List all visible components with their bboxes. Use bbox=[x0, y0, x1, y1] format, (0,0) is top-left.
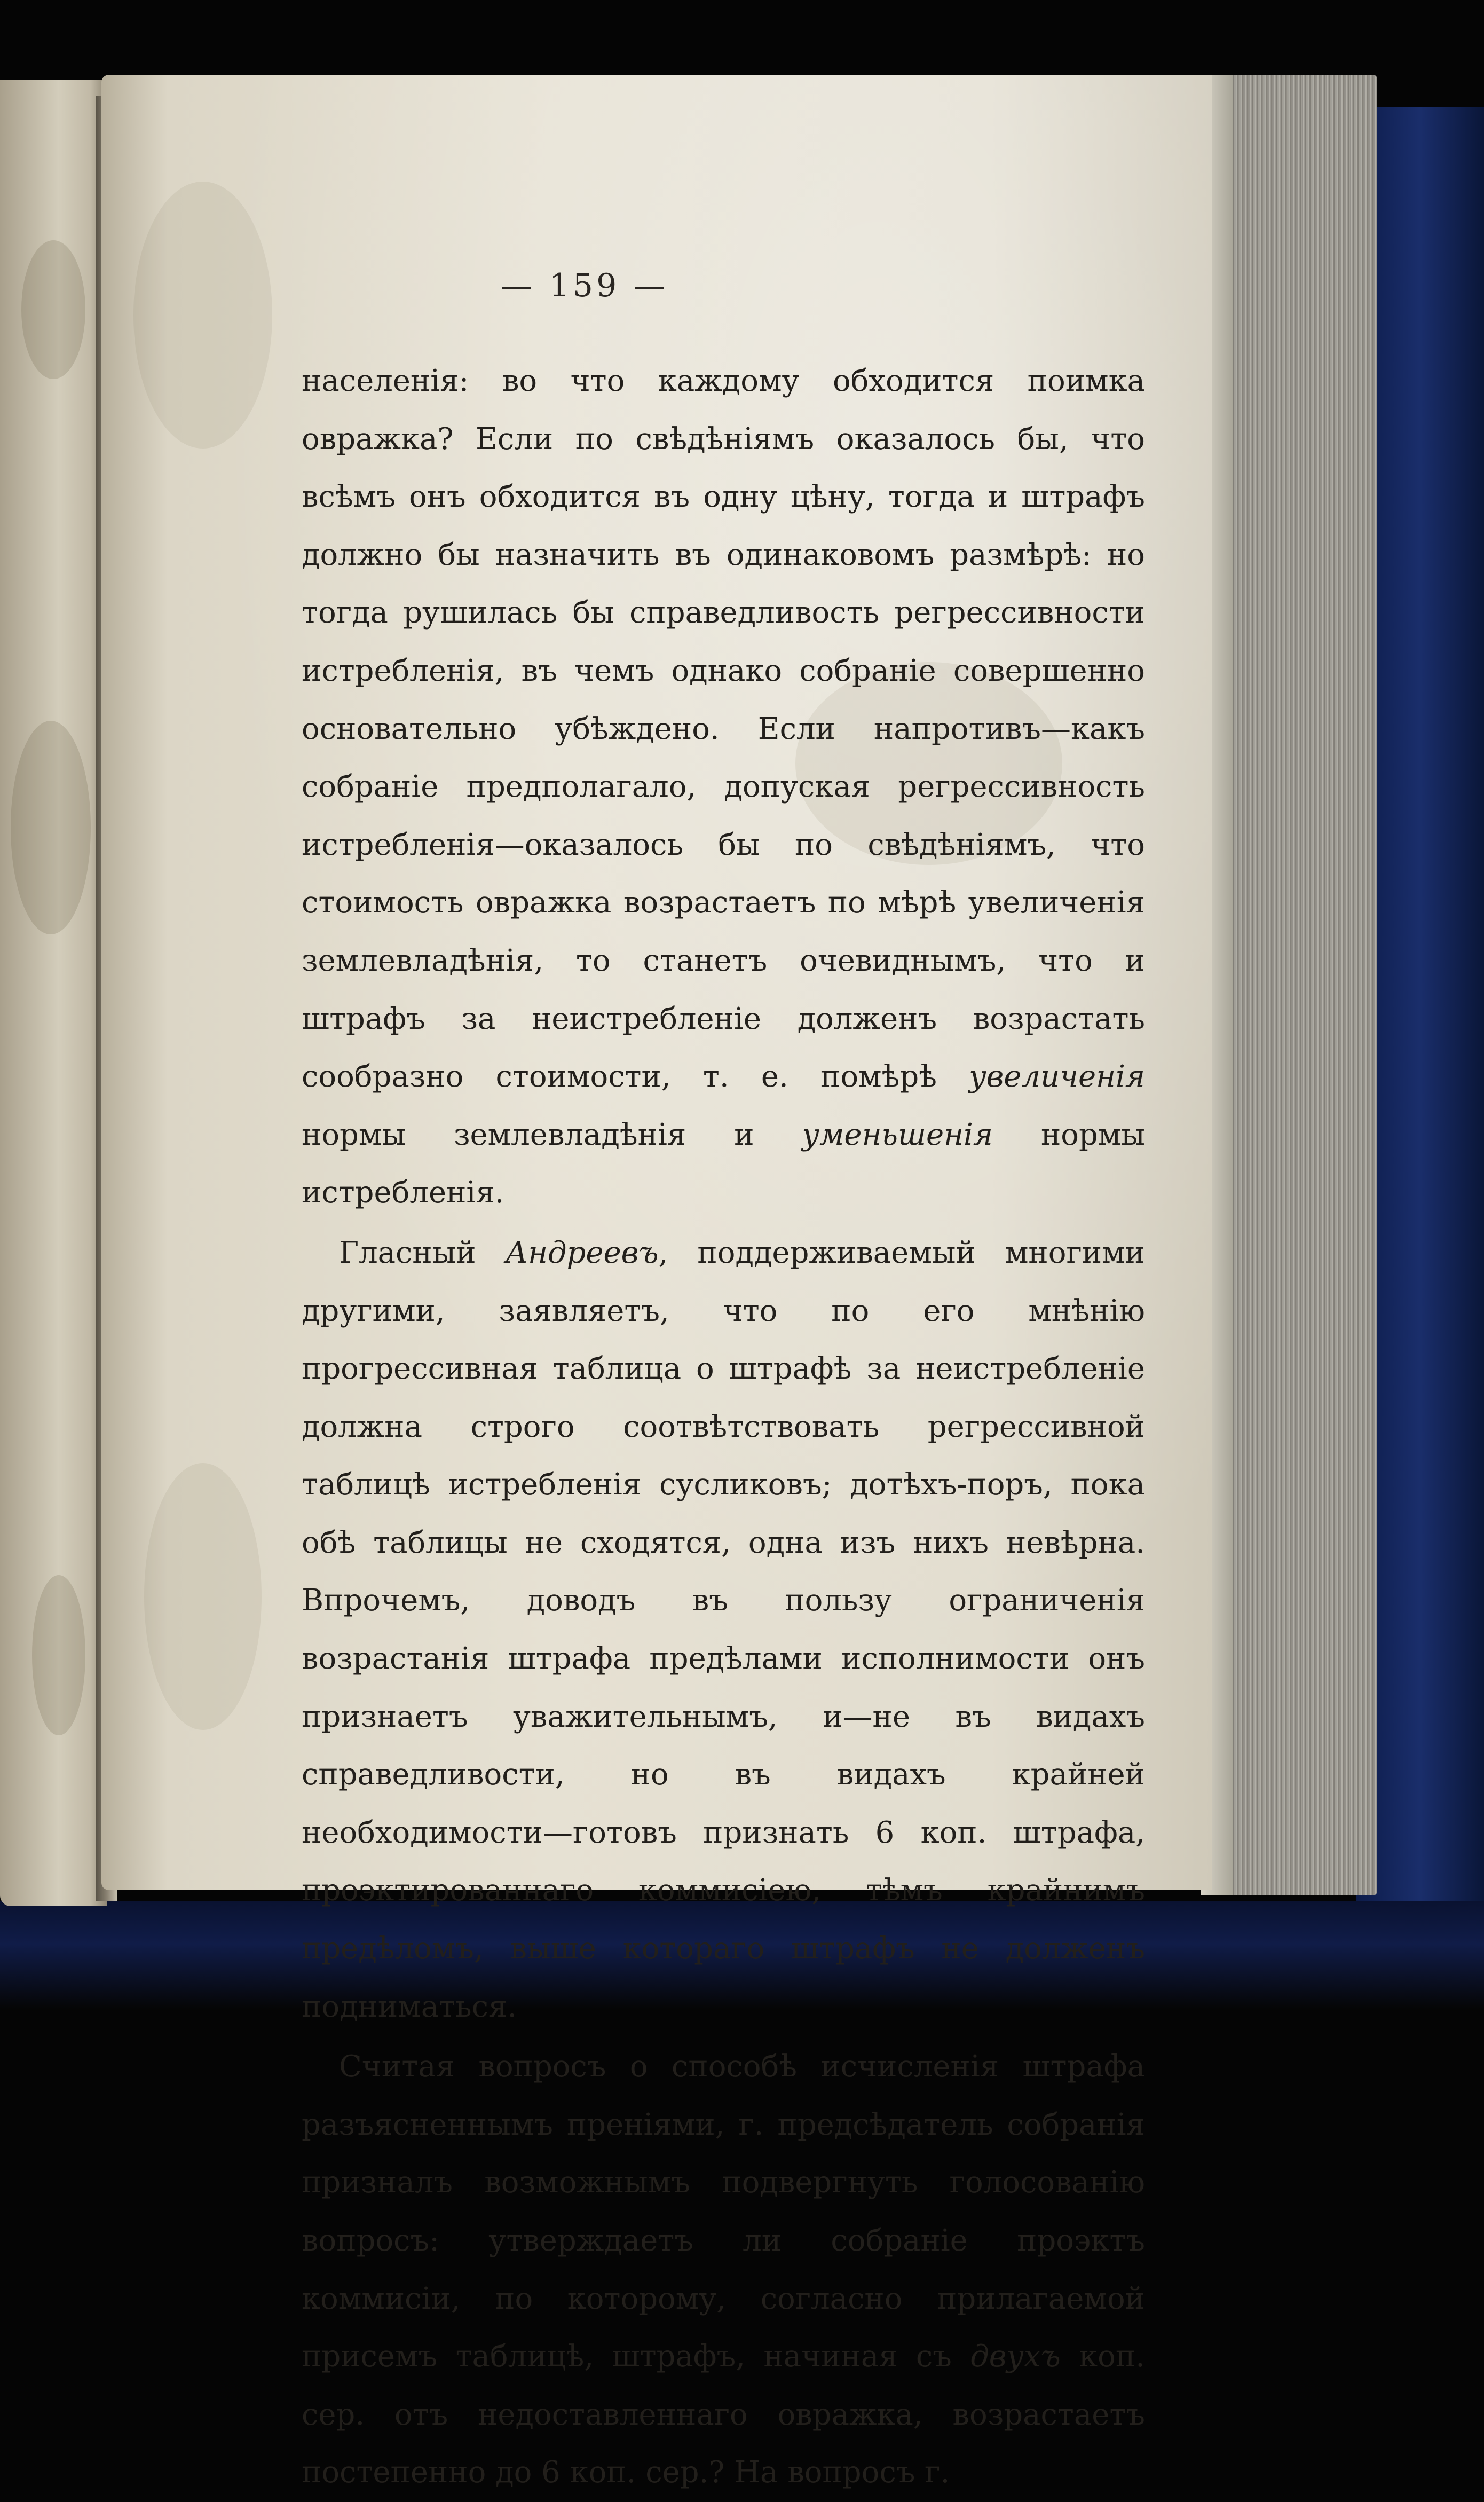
book-page bbox=[101, 75, 1212, 2490]
page-stack-edge bbox=[1201, 75, 1377, 1895]
text-segment: Считая вопросъ о способѣ исчисленія штрафа разъясненнымъ преніями, г. предсѣдатель собранія призналъ возможнымъ подвергнуть голосованію вопросъ: утверждаетъ ли собраніе проэктъ коммисіи, по которому, согласно прилагаемой присемъ таблицѣ, штрафъ, начиная съ bbox=[302, 2049, 1145, 2374]
text-segment: , поддерживаемый многими другими, заявляетъ, что по его мнѣнію прогрессивная таблица о штрафѣ за неистребленіе должна строго соотвѣтствовать регрессивной таблицѣ истребленія сусликовъ; дотѣхъ-поръ, пока обѣ таблицы не сходятся, одна изъ нихъ невѣрна. Впрочемъ, доводъ въ пользу ограниченія возрастанія штрафа предѣлами исполнимости онъ признаетъ уважительнымъ, и—не въ видахъ справедливости, но въ видахъ крайней необходимости—готовъ признать 6 коп. штрафа, проэктированнаго коммисіею, тѣмъ крайнимъ предѣломъ, выше котораго штрафъ не долженъ подниматься. bbox=[302, 1235, 1145, 2024]
page-body-text bbox=[302, 352, 1145, 2502]
emphasized-text: увеличенія bbox=[969, 1059, 1145, 1095]
text-segment: нормы истребленія. bbox=[302, 1117, 1145, 1210]
text-segment: коп. сер. отъ недоставленнаго овражка, возрастаетъ постепенно до 6 коп. сер.? На вопросъ г. bbox=[302, 2339, 1146, 2490]
text-segment: Гласный bbox=[339, 1235, 506, 1270]
paragraph bbox=[302, 2038, 1145, 2502]
emphasized-text: уменьшенія bbox=[802, 1117, 993, 1152]
paragraph bbox=[302, 352, 1145, 1222]
paragraph bbox=[302, 1224, 1145, 2036]
page-number: — 159 — bbox=[500, 267, 669, 304]
left-page-edge bbox=[0, 80, 107, 1906]
text-segment: населенія: во что каждому обходится поимка овражка? Если по свѣдѣніямъ оказалось бы, что всѣмъ онъ обходится въ одну цѣну, тогда и штрафъ должно бы назначить въ одинаковомъ размѣрѣ: но тогда рушилась бы справедливость регрессивности истребленія, въ чемъ однако собраніе совершенно основательно убѣждено. Если напротивъ—какъ собраніе предполагало, допуская регрессивность истребленія—оказалось бы по свѣдѣніямъ, что стоимость овражка возрастаетъ по мѣрѣ увеличенія землевладѣнія, то станетъ очевиднымъ, что и штрафъ за неистребленіе долженъ возрастать сообразно стоимости, т. е. помѣрѣ bbox=[302, 364, 1145, 1095]
text-segment: нормы землевладѣнія и bbox=[302, 1117, 802, 1152]
emphasized-text: Андреевъ bbox=[505, 1235, 659, 1270]
emphasized-text: двухъ bbox=[970, 2339, 1061, 2374]
